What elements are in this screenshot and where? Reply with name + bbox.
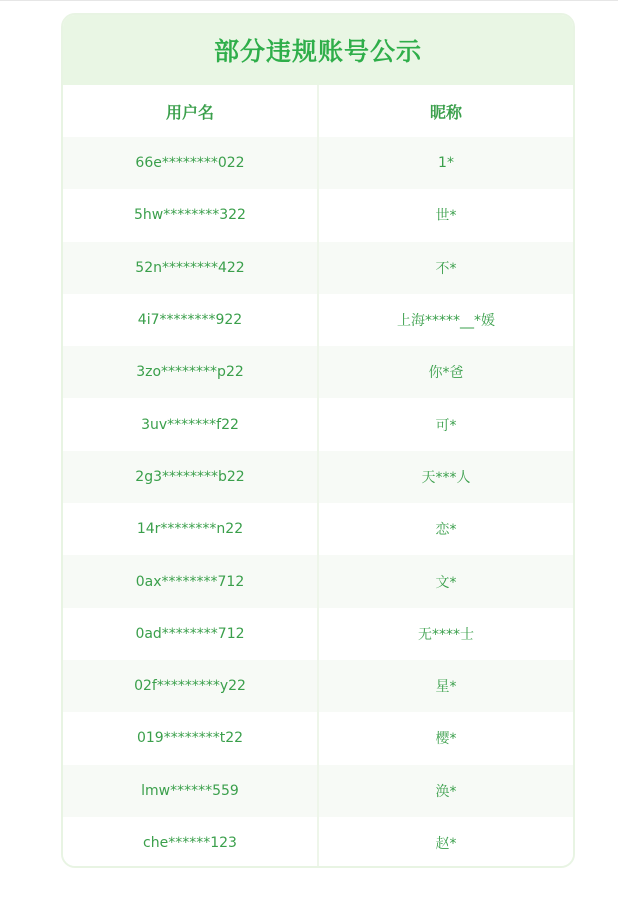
accounts-table bbox=[63, 85, 573, 868]
table-row bbox=[63, 608, 573, 660]
table-row bbox=[63, 398, 573, 450]
table-row bbox=[63, 503, 573, 555]
username-cell: 66e********022 bbox=[63, 137, 318, 189]
nickname-cell: 可* bbox=[318, 398, 573, 450]
username-cell: 3uv*******f22 bbox=[63, 398, 318, 450]
table-row bbox=[63, 712, 573, 764]
table-row bbox=[63, 242, 573, 294]
nickname-cell: 你*爸 bbox=[318, 346, 573, 398]
table-row bbox=[63, 294, 573, 346]
nickname-cell: 星* bbox=[318, 660, 573, 712]
table-row bbox=[63, 451, 573, 503]
nickname-cell: 文* bbox=[318, 555, 573, 607]
violation-accounts-card bbox=[61, 13, 575, 868]
username-cell: 14r********n22 bbox=[63, 503, 318, 555]
table-row bbox=[63, 137, 573, 189]
table-row bbox=[63, 555, 573, 607]
nickname-cell: 不* bbox=[318, 242, 573, 294]
table-row bbox=[63, 765, 573, 817]
username-cell: 0ax********712 bbox=[63, 555, 318, 607]
table-row bbox=[63, 189, 573, 241]
nickname-cell: 涣* bbox=[318, 765, 573, 817]
nickname-cell: 无****士 bbox=[318, 608, 573, 660]
table-row bbox=[63, 660, 573, 712]
username-cell: lmw******559 bbox=[63, 765, 318, 817]
username-cell: 019********t22 bbox=[63, 712, 318, 764]
username-cell: 2g3********b22 bbox=[63, 451, 318, 503]
nickname-cell: 樱* bbox=[318, 712, 573, 764]
table-header-row bbox=[63, 85, 573, 137]
top-divider bbox=[0, 0, 618, 1]
username-cell: 0ad********712 bbox=[63, 608, 318, 660]
nickname-cell: 上海*****__*媛 bbox=[318, 294, 573, 346]
nickname-cell: 天***人 bbox=[318, 451, 573, 503]
column-header-nickname: 昵称 bbox=[318, 85, 573, 137]
nickname-cell: 赵* bbox=[318, 817, 573, 868]
table-row bbox=[63, 817, 573, 868]
username-cell: 4i7********922 bbox=[63, 294, 318, 346]
username-cell: 3zo********p22 bbox=[63, 346, 318, 398]
column-header-username: 用户名 bbox=[63, 85, 318, 137]
nickname-cell: 恋* bbox=[318, 503, 573, 555]
card-header bbox=[63, 15, 573, 85]
table-row bbox=[63, 346, 573, 398]
nickname-cell: 1* bbox=[318, 137, 573, 189]
username-cell: 02f*********y22 bbox=[63, 660, 318, 712]
card-title: 部分违规账号公示 bbox=[213, 37, 422, 66]
username-cell: 52n********422 bbox=[63, 242, 318, 294]
username-cell: 5hw********322 bbox=[63, 189, 318, 241]
username-cell: che******123 bbox=[63, 817, 318, 868]
nickname-cell: 世* bbox=[318, 189, 573, 241]
